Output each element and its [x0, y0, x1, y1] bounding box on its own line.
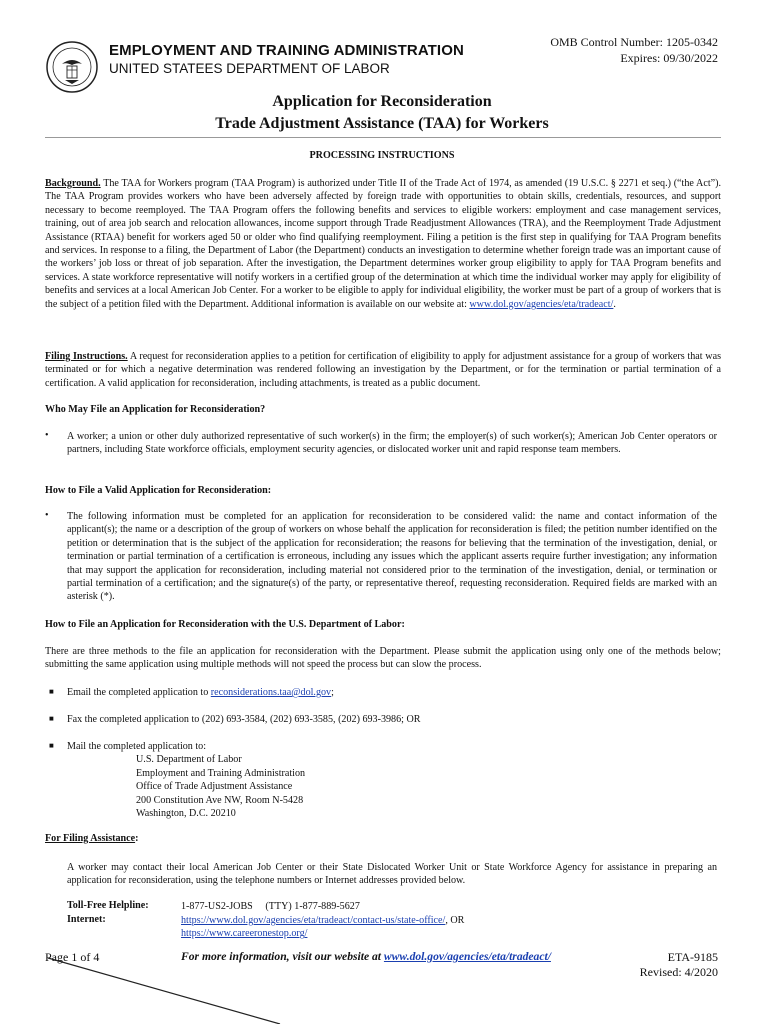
- background-text: The TAA for Workers program (TAA Program) is authorized under Title II of the Trade Act of 1974, as amended (19 U.S.C. § 2271 et seq.) (“the Act”). The TAA Program provides workers who have been adversely affected by foreign trade with opportunities to obtain skills, credentials, resources, and support necessary to become reemployed. The TAA Program offers the following benefits and services to eligible workers: employment and case management services, training, out of area job search and relocation allowances, income support through Trade Readjustment Allowances (TRA), and the Reemployment Trade Adjustment Assistance (RTAA) benefit for workers aged 50 or older who find qualifying reemployment. Filing a petition is the first step in qualifying for TAA Program benefits and services. In response to a filing, the Department of Labor (the Department) conducts an investigation to determine whether foreign trade was an important cause of the workers’ job loss or threat of job separation. After the investigation, the Department determines worker group eligibility to apply for TAA Program benefits and services. A state workforce representative will notify workers in a certified group of the determination at which time the individual worker may apply for eligibility of benefits and services at a local American Job Center. For a worker to be eligible to apply for individual eligibility, the worker must be part of a group of workers that is the subject of a petition filed with the Department. Additional information is available on our website at:: [45, 178, 721, 310]
- processing-instructions-heading: PROCESSING INSTRUCTIONS: [309, 150, 455, 161]
- bullet-icon: •: [45, 430, 49, 441]
- form-number: ETA-9185: [667, 950, 718, 964]
- how-dol-intro: There are three methods to the file an application for reconsideration with the Department. Please submit the application using only one of the methods below; submitting the same application using multiple methods will not speed the process but can slow the process.: [45, 646, 721, 671]
- filing-label: Filing Instructions.: [45, 351, 128, 362]
- helpline-value: 1-877-US2-JOBS (TTY) 1-877-889-5627: [181, 901, 360, 912]
- email-link[interactable]: reconsiderations.taa@dol.gov: [210, 687, 332, 698]
- diagonal-line-decoration: [0, 940, 300, 1024]
- helpline-label: Toll-Free Helpline:: [67, 900, 149, 911]
- title-divider: [45, 137, 721, 138]
- footer-more-info: For more information, visit our website at www.dol.gov/agencies/eta/tradeact/: [181, 950, 551, 963]
- how-valid-heading: How to File a Valid Application for Reconsideration:: [45, 485, 272, 496]
- fax-method: Fax the completed application to (202) 693-3584, (202) 693-3585, (202) 693-3986; OR: [67, 714, 421, 725]
- who-may-file-text: A worker; a union or other duly authorized representative of such worker(s) in the firm; the employer(s) of such worker(s); American Job Center operators or partners, including State workforce officials, employment security agencies, or dislocated worker unit and rapid response team members.: [67, 431, 717, 456]
- title-line-1: Application for Reconsideration: [272, 93, 492, 110]
- mail-method: Mail the completed application to:: [67, 741, 207, 752]
- tradeact-link[interactable]: www.dol.gov/agencies/eta/tradeact/: [469, 298, 614, 310]
- how-valid-text: The following information must be completed for an application for reconsideration to be considered valid: the name and contact information of the applicant(s); the name or a description of the group of workers on whose behalf the application for reconsideration is filed; the petition number identified on the petition or determination that is the subject of the application for reconsideration; the reasons for believing that the termination of the investigation, denial, or termination or partial termination of a certification is erroneous, including any issues which the applicant asserts require further investigation; any information that may support the application for reconsideration, including material not considered prior to the termination of the investigation, denial, or termination or partial termination of a certification; and the signature(s) of the party, or representative thereof, requesting reconsideration. Required fields are marked with an asterisk (*).: [67, 511, 717, 603]
- square-bullet-icon: ■: [49, 687, 54, 696]
- dol-seal-logo: [45, 40, 99, 94]
- agency-name: EMPLOYMENT AND TRAINING ADMINISTRATION: [109, 42, 464, 59]
- email-method: Email the completed application to reconsiderations.taa@dol.gov;: [67, 687, 334, 698]
- square-bullet-icon: ■: [49, 714, 54, 723]
- address-line: Employment and Training Administration: [136, 767, 306, 779]
- address-line: Office of Trade Adjustment Assistance: [136, 781, 293, 792]
- department-name: UNITED STATEES DEPARTMENT OF LABOR: [109, 61, 390, 76]
- bullet-icon: •: [45, 510, 49, 521]
- state-office-link[interactable]: https://www.dol.gov/agencies/eta/tradeact/contact-us/state-office/: [181, 915, 446, 926]
- mailing-address: [136, 753, 305, 821]
- revised-date: Revised: 4/2020: [639, 965, 718, 979]
- internet-links: https://www.dol.gov/agencies/eta/tradeact/contact-us/state-office/, OR https://www.careeronestop.org/: [181, 915, 465, 940]
- background-paragraph: Background. The TAA for Workers program (TAA Program) is authorized under Title II of the Trade Act of 1974, as amended (19 U.S.C. § 2271 et seq.) (“the Act”). The TAA Program provides workers who have been adversely affected by foreign trade with opportunities to obtain skills, credentials, resources, and support necessary to become reemployed. The TAA Program offers the following benefits and services to eligible workers: employment and case management services, training, out of area job search and relocation allowances, income support through Trade Readjustment Allowances (TRA), and the Reemployment Trade Adjustment Assistance (RTAA) benefit for workers aged 50 or older who find qualifying reemployment. Filing a petition is the first step in qualifying for TAA Program benefits and services. In response to a filing, the Department of Labor (the Department) conducts an investigation to determine whether foreign trade was an important cause of the workers’ job loss or threat of job separation. After the investigation, the Department determines worker group eligibility to apply for TAA Program benefits and services. A state workforce representative will notify workers in a certified group of the determination at which time the individual worker may apply for eligibility of benefits and services at a local American Job Center. For a worker to be eligible to apply for individual eligibility, the worker must be part of a group of workers that is the subject of a petition filed with the Department. Additional information is available on our website at: www.dol.gov/agencies/eta/tradeact/.: [45, 178, 721, 310]
- footer-website-link[interactable]: www.dol.gov/agencies/eta/tradeact/: [383, 950, 551, 963]
- omb-control-number: OMB Control Number: 1205-0342: [550, 35, 718, 49]
- filing-paragraph: [45, 350, 721, 390]
- address-line: 200 Constitution Ave NW, Room N-5428: [136, 794, 304, 806]
- careeronestop-link[interactable]: https://www.careeronestop.org/: [181, 928, 308, 940]
- title-line-2: Trade Adjustment Assistance (TAA) for Workers: [215, 115, 549, 132]
- internet-label: Internet:: [67, 914, 106, 925]
- square-bullet-icon: ■: [49, 741, 54, 750]
- page-number: Page 1 of 4: [45, 950, 100, 964]
- filing-assistance-text: A worker may contact their local American Job Center or their State Dislocated Worker Unit or State Workforce Agency for assistance in preparing an application for reconsideration, using the telephone numbers or Internet addresses provided below.: [67, 862, 717, 887]
- background-label: Background.: [45, 178, 101, 189]
- who-may-file-heading: Who May File an Application for Reconsideration?: [45, 404, 266, 415]
- address-line: U.S. Department of Labor: [136, 754, 242, 765]
- filing-text: A request for reconsideration applies to a petition for certification of eligibility to apply for adjustment assistance for a group of workers that was terminated or for which a negative determination was rendered following an investigation by the Department, or for the termination or partial termination of a certification. A valid application for reconsideration, including attachments, is treated as a public document.: [45, 351, 721, 389]
- how-dol-heading: How to File an Application for Reconsideration with the U.S. Department of Labor:: [45, 619, 405, 630]
- address-line: Washington, D.C. 20210: [136, 808, 236, 819]
- filing-assistance-heading: For Filing Assistance:: [45, 833, 139, 844]
- expiration-date: Expires: 09/30/2022: [620, 51, 718, 65]
